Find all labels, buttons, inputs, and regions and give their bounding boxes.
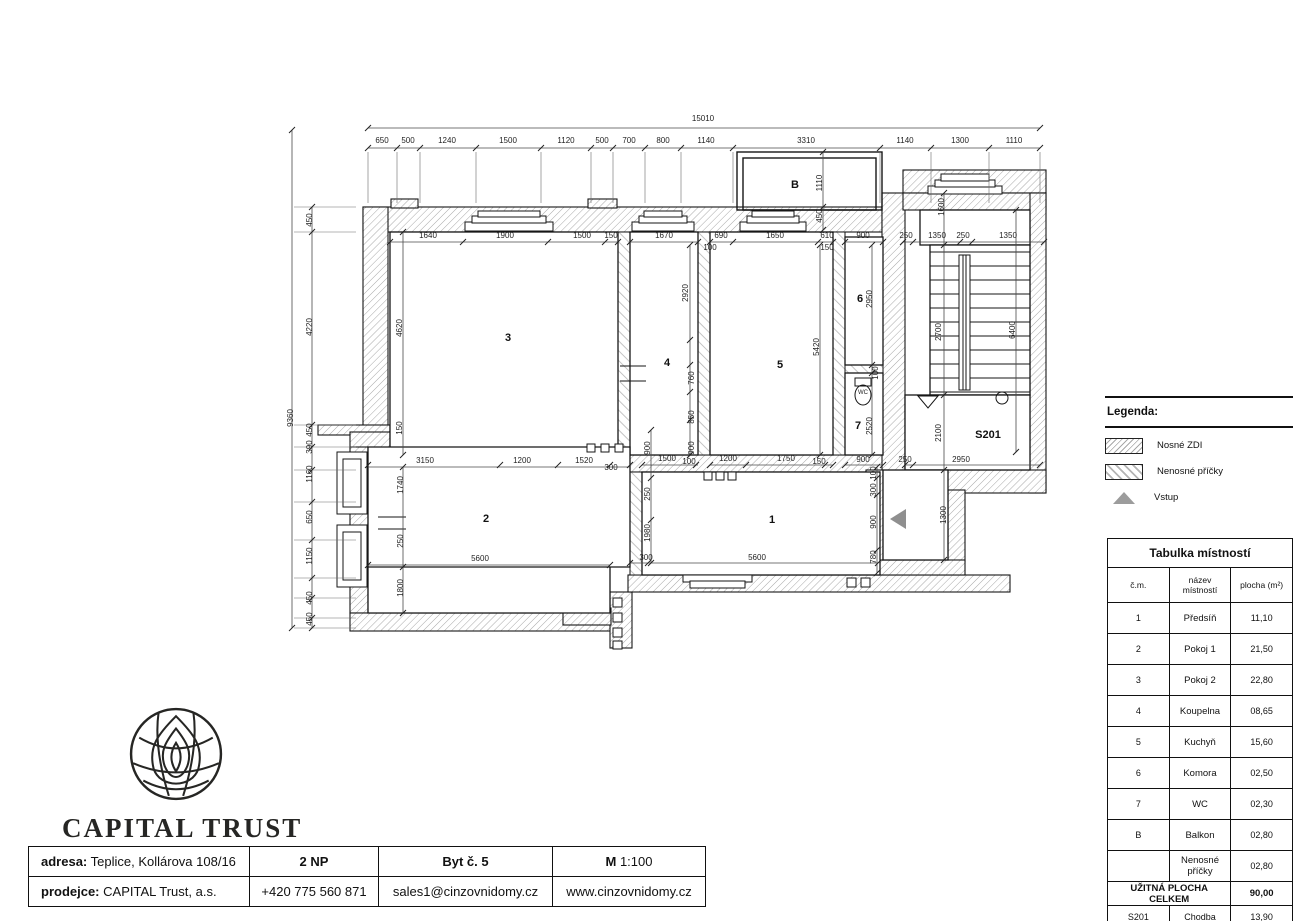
dimension-label: 1120 [557, 136, 575, 145]
dimension-label: 1980 [643, 524, 652, 542]
scale-label: M [605, 854, 617, 869]
dimension-label: 300 [604, 463, 618, 472]
dimension-label: 900 [643, 441, 652, 455]
room-table-header-row [1108, 568, 1293, 603]
floor-cell [250, 847, 379, 877]
room-table-row [1108, 789, 1293, 820]
corridor-number: S201 [1108, 906, 1170, 921]
address-label: adresa: [41, 854, 88, 869]
room-number-label: 5 [776, 359, 784, 371]
scale-value: 1:100 [619, 854, 653, 869]
dimension-label: 450 [305, 612, 314, 626]
dimension-label: 1500 [658, 454, 676, 463]
dimension-label: 250 [643, 487, 652, 501]
phone-cell[interactable] [250, 877, 379, 907]
balcony-outline [737, 152, 882, 210]
room-table-total-row [1108, 882, 1293, 906]
seller-value: CAPITAL Trust, a.s. [103, 884, 217, 899]
dimension-label: 1900 [496, 231, 514, 240]
room-table-cell: 6 [1108, 758, 1170, 789]
legend-item-nenosne-pricky [1105, 463, 1293, 480]
dimension-label: 250 [899, 231, 913, 240]
floor-value: 2 NP [299, 854, 329, 869]
dimension-label: 610 [820, 231, 834, 240]
room-table-cell: Předsíň [1169, 603, 1231, 634]
room-table-cell: 15,60 [1231, 727, 1293, 758]
dimension-label: 1500 [499, 136, 517, 145]
room-table-cell: 22,80 [1231, 665, 1293, 696]
logo-text: CAPITAL TRUST [62, 813, 303, 843]
dimension-label: 700 [622, 136, 636, 145]
dimension-label: 1300 [939, 506, 948, 524]
dimension-label: 1520 [575, 456, 593, 465]
dimension-label: 500 [595, 136, 609, 145]
dimension-label: 1140 [697, 136, 715, 145]
room-table-cell: B [1108, 820, 1170, 851]
dimension-label: 900 [856, 231, 870, 240]
dimension-label: 450 [815, 209, 824, 223]
room-table-row [1108, 851, 1293, 882]
address-value: Teplice, Kollárova 108/16 [90, 854, 236, 869]
dimension-label: 500 [401, 136, 415, 145]
legend-item-label: Nenosné příčky [1157, 466, 1224, 477]
email-value: sales1@cinzovnidomy.cz [392, 884, 539, 899]
dimension-label: 1110 [815, 174, 824, 192]
room-table-cell [1108, 851, 1170, 882]
dimension-label: 15010 [691, 114, 715, 123]
address-cell [29, 847, 250, 877]
room-table-cell: Kuchyň [1169, 727, 1231, 758]
dimension-label: 100 [682, 457, 696, 466]
dimension-label: 780 [869, 550, 878, 564]
dimension-label: 2920 [681, 284, 690, 302]
total-label: UŽITNÁ PLOCHA CELKEM [1108, 882, 1231, 906]
room-table-cell: 3 [1108, 665, 1170, 696]
dimension-label: 450 [305, 213, 314, 227]
dimension-label: 100 [703, 243, 717, 252]
dimension-label: 1300 [951, 136, 969, 145]
dimension-label: 1500 [573, 231, 591, 240]
dimension-label: 1640 [419, 231, 437, 240]
legend-title: Legenda: [1105, 396, 1293, 428]
room-number-label: S201 [975, 429, 1001, 441]
room-table-row [1108, 758, 1293, 789]
unit-cell [379, 847, 553, 877]
room-table-cell: Koupelna [1169, 696, 1231, 727]
seller-label: prodejce: [41, 884, 100, 899]
email-cell[interactable] [379, 877, 553, 907]
room-table-cell: 11,10 [1231, 603, 1293, 634]
dimension-label: 390 [305, 440, 314, 454]
dimension-label: 150 [812, 457, 826, 466]
room-table-cell: 02,50 [1231, 758, 1293, 789]
room-table-cell: 02,30 [1231, 789, 1293, 820]
header-plocha: plocha (m²) [1231, 568, 1293, 603]
scale-cell [553, 847, 706, 877]
dimension-label: 4220 [305, 318, 314, 336]
room-table-row [1108, 665, 1293, 696]
room-number-label: 3 [504, 332, 512, 344]
room-table-corridor-row [1108, 906, 1293, 921]
room-table-cell: WC [1169, 789, 1231, 820]
header-nazev: název místností [1169, 568, 1231, 603]
room-table-row [1108, 727, 1293, 758]
dimension-label: 1650 [766, 231, 784, 240]
dimension-label: 1670 [655, 231, 673, 240]
legend [1105, 396, 1293, 506]
dimension-label: 1140 [896, 136, 914, 145]
legend-item-vstup [1105, 489, 1293, 506]
room-number-label: 1 [768, 514, 776, 526]
room-table-cell: 02,80 [1231, 851, 1293, 882]
info-row-1 [29, 847, 706, 877]
dimension-label: 450 [305, 423, 314, 437]
dimension-label: 300 [639, 553, 653, 562]
dimension-label: 250 [898, 455, 912, 464]
room-table-cell: 1 [1108, 603, 1170, 634]
corridor-name: Chodba [1169, 906, 1231, 921]
info-table [28, 846, 706, 907]
dimension-label: 150 [820, 243, 834, 252]
company-logo [62, 706, 303, 844]
dimension-label: 1200 [719, 454, 737, 463]
dimension-label: 2520 [865, 417, 874, 435]
dimension-label: 690 [714, 231, 728, 240]
room-table-cell: Balkon [1169, 820, 1231, 851]
header-cm: č.m. [1108, 568, 1170, 603]
dimension-label: 2950 [865, 290, 874, 308]
dimension-label: 2100 [934, 424, 943, 442]
room-table-row [1108, 820, 1293, 851]
legend-item-label: Nosné ZDI [1157, 440, 1203, 451]
legend-item-label: Vstup [1154, 492, 1179, 503]
dimension-label: WC [858, 390, 868, 396]
room-table-title: Tabulka místností [1108, 539, 1293, 568]
dimension-label: 850 [687, 410, 696, 424]
dimension-label: 1160 [305, 465, 314, 483]
room-table [1107, 538, 1293, 921]
room-table-row [1108, 696, 1293, 727]
room-number-label: 4 [663, 357, 671, 369]
dimension-label: 900 [869, 515, 878, 529]
dimension-label: 900 [856, 455, 870, 464]
room-table-cell: Nenosné příčky [1169, 851, 1231, 882]
dimension-label: 1150 [305, 547, 314, 565]
dimension-label: 250 [956, 231, 970, 240]
dimension-label: 450 [305, 591, 314, 605]
dimension-label: 1110 [1005, 136, 1023, 145]
room-table-cell: 2 [1108, 634, 1170, 665]
dimension-label: 1200 [513, 456, 531, 465]
dimension-label: 6400 [1008, 321, 1017, 339]
room-number-label: 2 [482, 513, 490, 525]
dimension-label: 760 [687, 371, 696, 385]
room-table-cell: 08,65 [1231, 696, 1293, 727]
dimension-label: 1350 [999, 231, 1017, 240]
dimension-label: 650 [375, 136, 389, 145]
dimension-label: 650 [305, 510, 314, 524]
room-table-cell: Pokoj 1 [1169, 634, 1231, 665]
bearing-wall-hatch-swatch [1105, 438, 1143, 454]
seller-cell [29, 877, 250, 907]
logo-mark-icon [128, 706, 224, 802]
room-number-label: 7 [854, 420, 862, 432]
dimension-label: 800 [656, 136, 670, 145]
corridor-area: 13,90 [1231, 906, 1293, 921]
dimension-label: 1750 [777, 454, 795, 463]
entry-triangle-icon [1113, 492, 1135, 504]
room-table-cell: 21,50 [1231, 634, 1293, 665]
room-table-cell: 02,80 [1231, 820, 1293, 851]
web-cell[interactable] [553, 877, 706, 907]
web-value: www.cinzovnidomy.cz [566, 884, 692, 899]
dimension-label: 5600 [748, 553, 766, 562]
dimension-label: 4620 [395, 319, 404, 337]
info-row-2 [29, 877, 706, 907]
dimension-label: 1240 [438, 136, 456, 145]
room-table-row [1108, 603, 1293, 634]
dimension-label: 5600 [471, 554, 489, 563]
dimension-label: 1740 [396, 476, 405, 494]
room-table-cell: 4 [1108, 696, 1170, 727]
dimension-label: 9360 [286, 409, 295, 427]
dimension-label: 2700 [934, 323, 943, 341]
room-table-cell: Komora [1169, 758, 1231, 789]
partition-wall-hatch-swatch [1105, 464, 1143, 480]
legend-item-nosne-zdi [1105, 437, 1293, 454]
dimension-label: 2950 [952, 455, 970, 464]
room-table-row [1108, 634, 1293, 665]
dimension-label: 3150 [416, 456, 434, 465]
dimension-label: 250 [396, 534, 405, 548]
dimension-label: 1800 [396, 579, 405, 597]
dimension-label: 100 [871, 366, 880, 380]
unit-value: Byt č. 5 [442, 854, 489, 869]
room-table-cell: 7 [1108, 789, 1170, 820]
dimension-label: 100 [869, 466, 878, 480]
dimension-label: 1600 [937, 198, 946, 216]
dimension-label: 150 [604, 231, 618, 240]
dimension-label: 3310 [797, 136, 815, 145]
dimension-label: 5420 [812, 338, 821, 356]
dimension-label: 900 [687, 441, 696, 455]
room-table-cell: 5 [1108, 727, 1170, 758]
room-number-label: 6 [856, 293, 864, 305]
room-number-label: B [791, 179, 799, 191]
room-table-cell: Pokoj 2 [1169, 665, 1231, 696]
total-value: 90,00 [1231, 882, 1293, 906]
dimension-label: 300 [869, 483, 878, 497]
phone-value: +420 775 560 871 [261, 884, 367, 899]
dimension-label: 150 [395, 421, 404, 435]
dimension-label: 1350 [928, 231, 946, 240]
